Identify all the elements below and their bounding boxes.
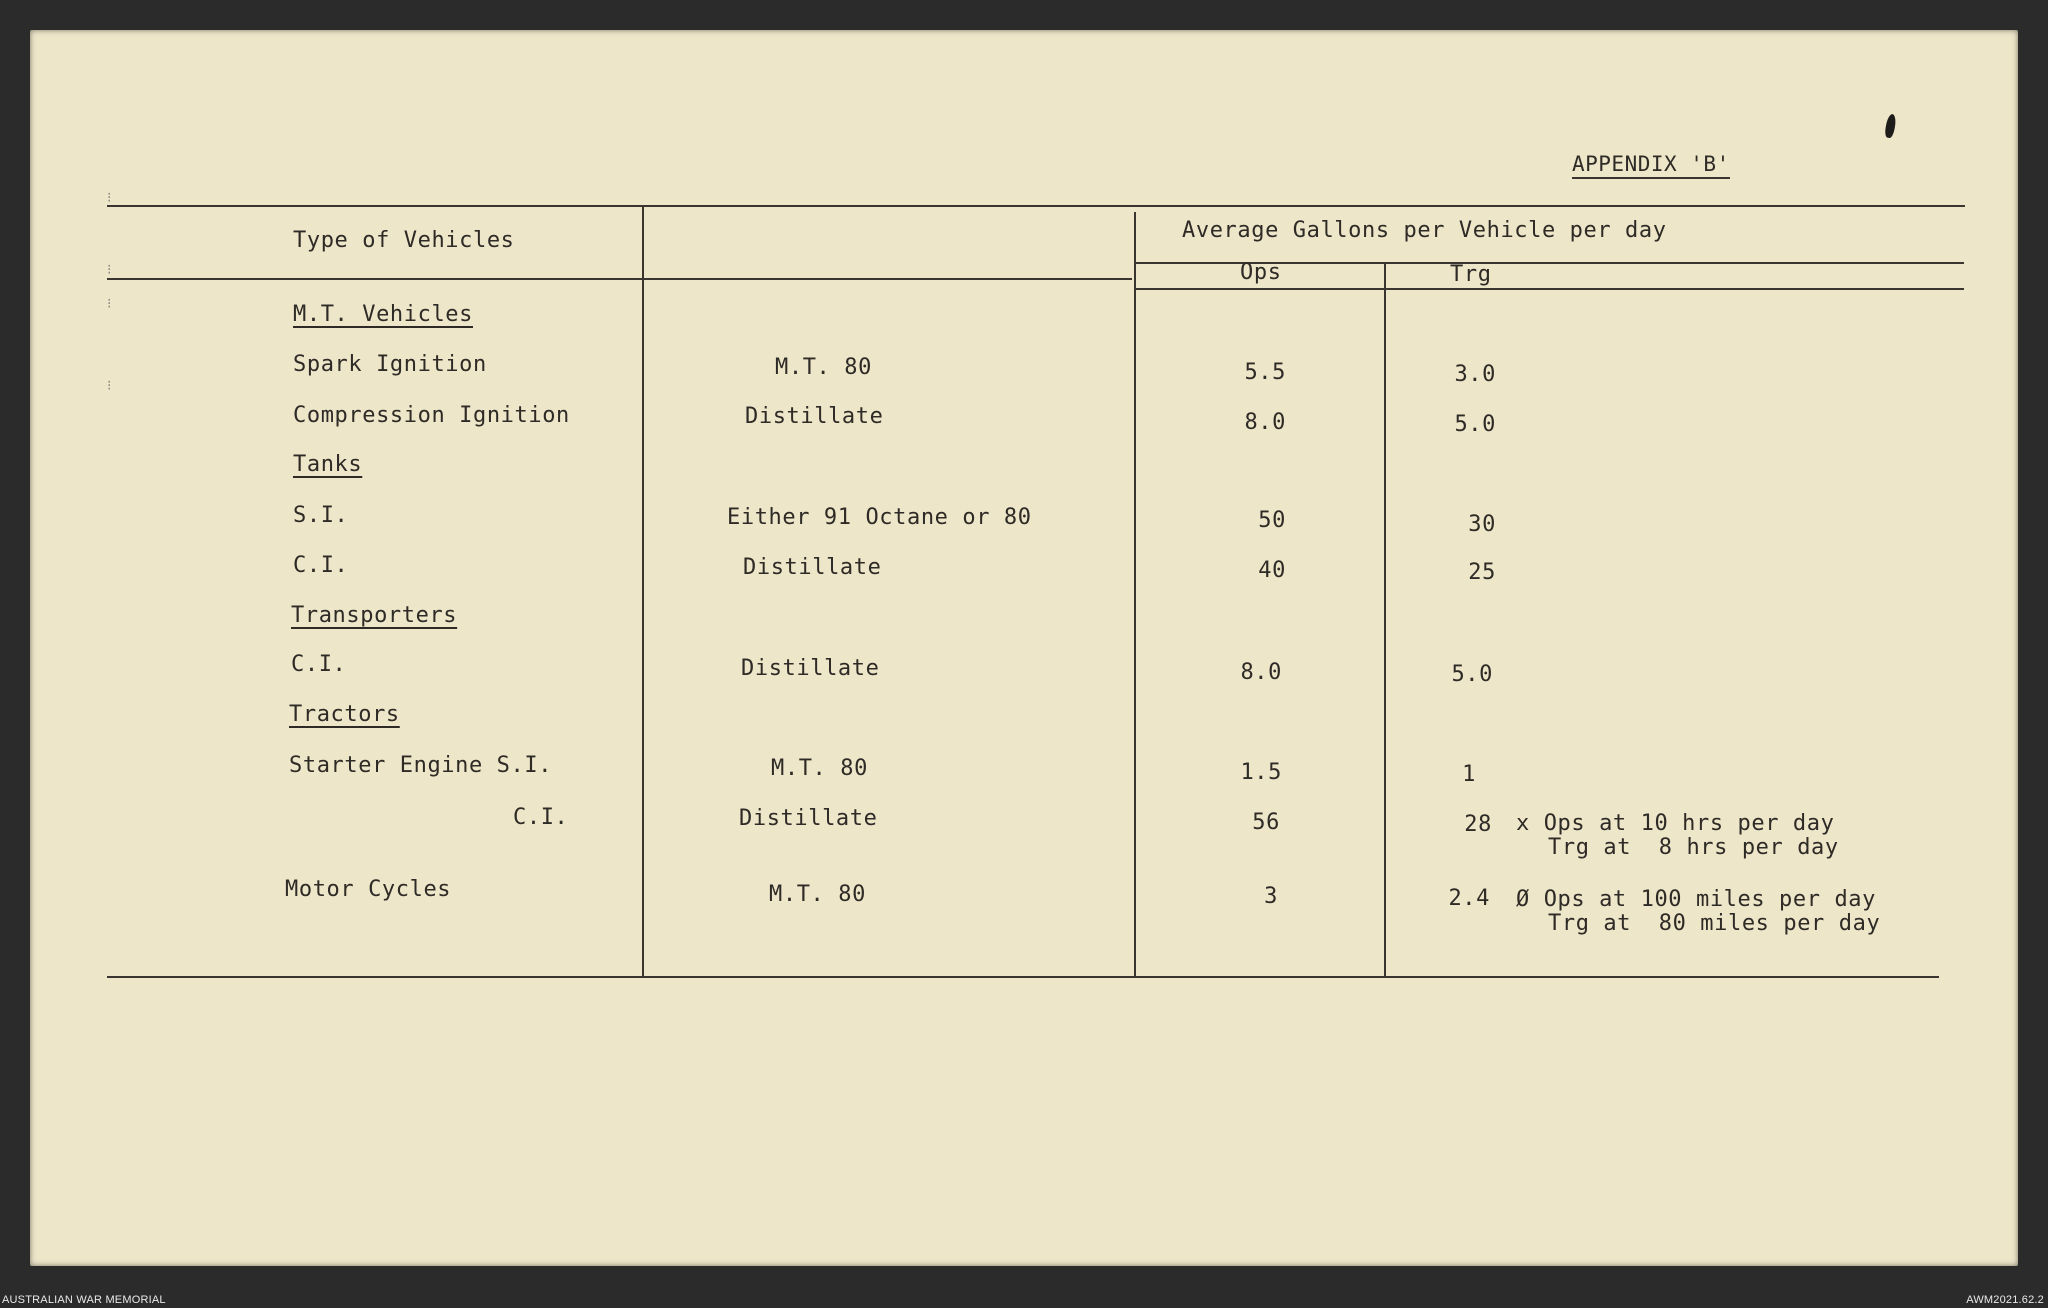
row-fuel: Distillate [743,555,882,580]
row-ops: 5.5 [1244,360,1286,385]
table-bottom-rule [107,976,1939,978]
row-label: Spark Ignition [293,352,487,377]
row-fuel: Distillate [745,404,884,429]
margin-mark: ⁝ [107,378,112,394]
row-label: C.I. [291,652,347,677]
table-top-rule [107,205,1965,207]
row-label: C.I. [513,805,569,830]
row-fuel: Distillate [739,806,878,831]
row-ops: 3 [1264,884,1278,909]
row-fuel: Either 91 Octane or 80 [727,505,1032,530]
appendix-title: APPENDIX 'B' [1572,152,1730,179]
row-trg: 5.0 [1454,412,1496,437]
row-ops: 8.0 [1244,410,1286,435]
row-ops: 8.0 [1240,660,1282,685]
row-ops: 1.5 [1240,760,1282,785]
column-divider-trg [1384,262,1386,978]
margin-mark: ⁝ [107,296,112,312]
header-ops: Ops [1240,260,1282,285]
row-trg: 30 [1468,512,1496,537]
row-note-line2: Trg at 80 miles per day [1548,911,1881,936]
row-trg: 28 [1464,812,1492,837]
column-divider-ops [1134,212,1136,978]
row-ops: 50 [1258,508,1286,533]
row-trg: 5.0 [1451,662,1493,687]
header-average-gallons: Average Gallons per Vehicle per day [1182,218,1667,243]
row-note: Ø Ops at 100 miles per day [1516,887,1876,912]
footer-reference: AWM2021.62.2 [1966,1294,2044,1306]
row-fuel: Distillate [741,656,880,681]
row-label: S.I. [293,503,349,528]
footer-source: AUSTRALIAN WAR MEMORIAL [2,1294,166,1306]
row-label: Compression Ignition [293,403,570,428]
row-ops: 56 [1252,810,1280,835]
column-divider-fuel [642,205,644,978]
row-label: Motor Cycles [285,877,452,902]
section-transporters: Transporters [291,603,458,628]
row-trg: 1 [1462,762,1476,787]
header-type-of-vehicles: Type of Vehicles [293,228,515,253]
margin-mark: ⁝ [107,262,112,278]
row-trg: 3.0 [1454,362,1496,387]
row-fuel: M.T. 80 [769,882,866,907]
row-label: C.I. [293,553,349,578]
row-trg: 2.4 [1448,886,1490,911]
row-fuel: M.T. 80 [771,756,868,781]
row-note: x Ops at 10 hrs per day [1516,811,1835,836]
margin-mark: ⁝ [107,190,112,206]
document-page [30,30,2018,1266]
ops-trg-bottom-rule [1136,288,1964,290]
header-bottom-rule [107,278,1132,280]
row-fuel: M.T. 80 [775,355,872,380]
row-label: Starter Engine S.I. [289,753,553,778]
row-ops: 40 [1258,558,1286,583]
row-trg: 25 [1468,560,1496,585]
header-trg: Trg [1450,262,1492,287]
row-note-line2: Trg at 8 hrs per day [1548,835,1839,860]
section-tractors: Tractors [289,702,400,727]
section-mt-vehicles: M.T. Vehicles [293,302,473,327]
section-tanks: Tanks [293,452,363,477]
